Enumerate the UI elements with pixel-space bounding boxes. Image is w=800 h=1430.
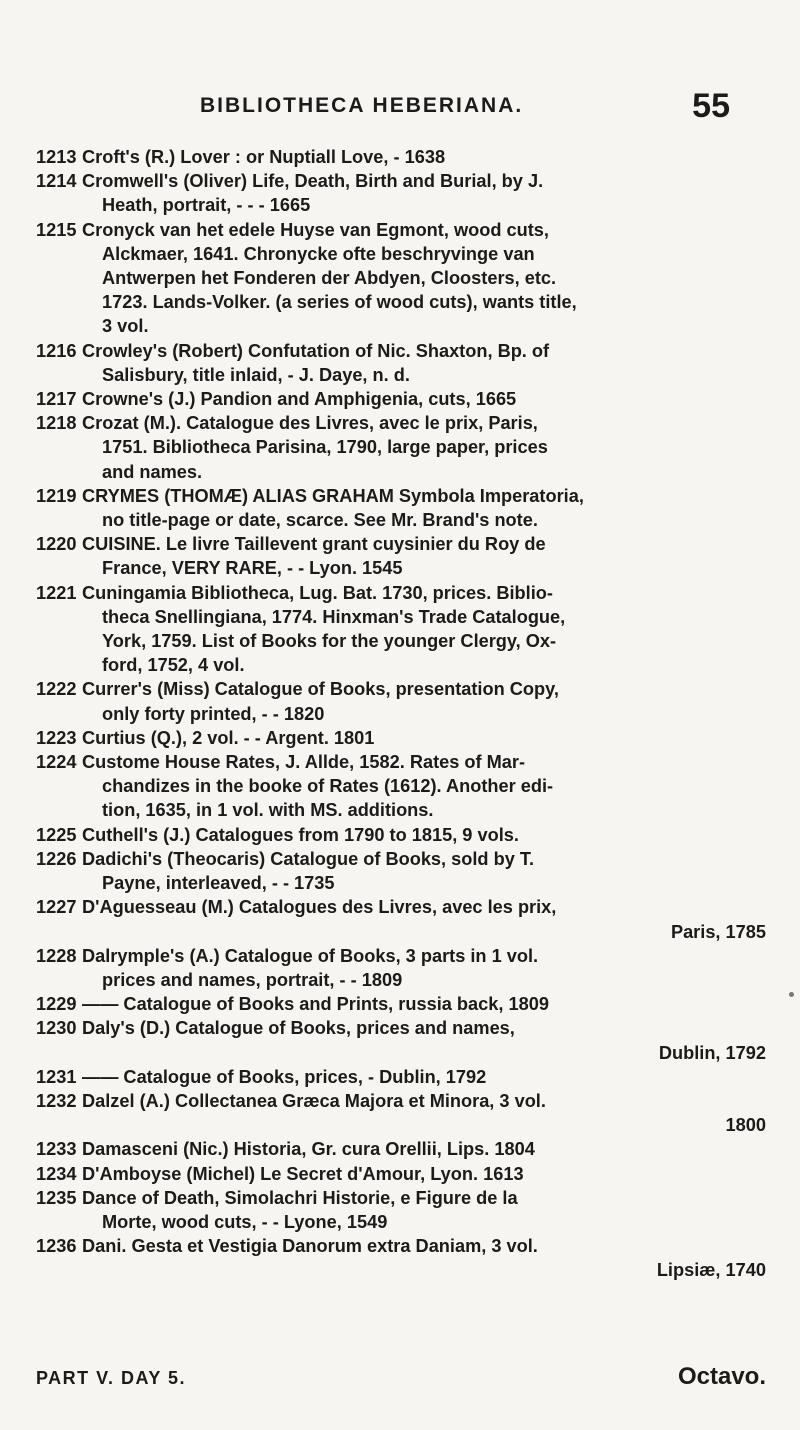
catalogue-entry bbox=[36, 847, 766, 895]
entry-text bbox=[82, 1016, 766, 1064]
catalogue-entry bbox=[36, 823, 766, 847]
entry-line: CRYMES (THOMÆ) ALIAS GRAHAM Symbola Imperatoria, bbox=[82, 485, 584, 506]
page-number: 55 bbox=[692, 86, 730, 125]
lot-number: 1232 bbox=[36, 1090, 77, 1111]
page-footer bbox=[36, 1363, 766, 1391]
catalogue-entry bbox=[36, 1234, 766, 1282]
running-title: BIBLIOTHECA HEBERIANA. bbox=[200, 94, 524, 117]
catalogue-entry bbox=[36, 484, 766, 532]
catalogue-entry bbox=[36, 581, 766, 678]
entry-text bbox=[82, 387, 766, 411]
entry-text bbox=[82, 992, 766, 1016]
entry-line: Cronyck van het edele Huyse van Egmont, wood cuts, bbox=[82, 219, 549, 240]
running-head bbox=[200, 84, 730, 128]
catalogue-entry bbox=[36, 1065, 766, 1089]
lot-number: 1219 bbox=[36, 485, 77, 506]
entry-line: Lipsiæ, 1740 bbox=[656, 1260, 766, 1281]
lot-number: 1223 bbox=[36, 727, 77, 748]
entry-line: Dance of Death, Simolachri Historie, e Figure de la bbox=[82, 1187, 518, 1208]
lot-number: 1233 bbox=[36, 1139, 77, 1160]
entry-line: D'Amboyse (Michel) Le Secret d'Amour, Lyon. 1613 bbox=[82, 1163, 524, 1184]
entry-line: D'Aguesseau (M.) Catalogues des Livres, avec les prix, bbox=[82, 897, 557, 918]
entry-text bbox=[82, 1162, 766, 1186]
entry-text bbox=[82, 677, 766, 725]
entry-text bbox=[82, 1234, 766, 1282]
entry-line: 1751. Bibliotheca Parisina, 1790, large paper, prices bbox=[102, 437, 548, 458]
entry-line: Paris, 1785 bbox=[670, 921, 766, 942]
catalogue-entry bbox=[36, 1137, 766, 1161]
catalogue-entry bbox=[36, 992, 766, 1016]
entry-text bbox=[82, 823, 766, 847]
entry-text bbox=[82, 1186, 766, 1234]
entry-line: Payne, interleaved, - - 1735 bbox=[102, 873, 335, 894]
entry-text bbox=[82, 581, 766, 678]
catalogue-entry bbox=[36, 677, 766, 725]
catalogue-entry bbox=[36, 339, 766, 387]
entry-text bbox=[82, 847, 766, 895]
catalogue-entry bbox=[36, 1089, 766, 1137]
entry-line: Alckmaer, 1641. Chronycke ofte beschryvinge van bbox=[102, 243, 535, 264]
entry-line: theca Snellingiana, 1774. Hinxman's Trade Catalogue, bbox=[102, 606, 566, 627]
entry-line: no title-page or date, scarce. See Mr. Brand's note. bbox=[102, 510, 538, 531]
catalogue-entry bbox=[36, 1162, 766, 1186]
entry-text bbox=[82, 169, 766, 217]
catalogue-entry bbox=[36, 1016, 766, 1064]
lot-number: 1214 bbox=[36, 171, 77, 192]
lot-number: 1235 bbox=[36, 1187, 77, 1208]
catalogue-entry bbox=[36, 750, 766, 823]
entry-line: Crowley's (Robert) Confutation of Nic. Shaxton, Bp. of bbox=[82, 340, 550, 361]
entry-line: York, 1759. List of Books for the younger Clergy, Ox- bbox=[102, 631, 557, 652]
entry-line: tion, 1635, in 1 vol. with MS. additions. bbox=[102, 800, 434, 821]
entry-line: 1723. Lands-Volker. (a series of wood cuts), wants title, bbox=[102, 292, 577, 313]
entry-line: Curtius (Q.), 2 vol. - - Argent. 1801 bbox=[82, 727, 375, 748]
catalogue-entry bbox=[36, 1186, 766, 1234]
lot-number: 1222 bbox=[36, 679, 77, 700]
entry-line: ford, 1752, 4 vol. bbox=[102, 655, 245, 676]
entry-line: Crowne's (J.) Pandion and Amphigenia, cuts, 1665 bbox=[82, 389, 517, 410]
entry-line: Cromwell's (Oliver) Life, Death, Birth and Burial, by J. bbox=[82, 171, 544, 192]
entry-text bbox=[82, 484, 766, 532]
entry-line: Damasceni (Nic.) Historia, Gr. cura Orellii, Lips. 1804 bbox=[82, 1139, 535, 1160]
lot-number: 1213 bbox=[36, 147, 77, 167]
entry-line: Croft's (R.) Lover : or Nuptiall Love, - 1638 bbox=[82, 147, 446, 167]
entry-line: Heath, portrait, - - - 1665 bbox=[102, 195, 311, 216]
catalogue-entry bbox=[36, 411, 766, 484]
lot-number: 1231 bbox=[36, 1066, 77, 1087]
catalogue-entry bbox=[36, 218, 766, 339]
entry-text bbox=[82, 339, 766, 387]
lot-number: 1228 bbox=[36, 945, 77, 966]
catalogue-entry bbox=[36, 145, 766, 169]
entry-text bbox=[82, 944, 766, 992]
entry-text bbox=[82, 1137, 766, 1161]
entry-text bbox=[82, 750, 766, 823]
entry-text bbox=[82, 411, 766, 484]
entry-line: CUISINE. Le livre Taillevent grant cuysinier du Roy de bbox=[82, 534, 546, 555]
entry-line: —— Catalogue of Books, prices, - Dublin, 1792 bbox=[82, 1066, 487, 1087]
entry-line: prices and names, portrait, - - 1809 bbox=[102, 969, 403, 990]
entry-line: Dublin, 1792 bbox=[658, 1042, 766, 1063]
catalogue-entries bbox=[36, 145, 766, 1283]
lot-number: 1226 bbox=[36, 848, 77, 869]
lot-number: 1230 bbox=[36, 1018, 77, 1039]
entry-text bbox=[82, 895, 766, 943]
entry-line: only forty printed, - - 1820 bbox=[102, 703, 325, 724]
entry-line: Salisbury, title inlaid, - J. Daye, n. d. bbox=[102, 364, 410, 385]
signature-mark: PART V. DAY 5. bbox=[36, 1368, 187, 1388]
entry-line: chandizes in the booke of Rates (1612). Another edi- bbox=[102, 776, 554, 797]
entry-line: 1800 bbox=[725, 1115, 766, 1136]
lot-number: 1216 bbox=[36, 340, 77, 361]
entry-line: Currer's (Miss) Catalogue of Books, presentation Copy, bbox=[82, 679, 559, 700]
lot-number: 1225 bbox=[36, 824, 77, 845]
entry-line: Cuningamia Bibliotheca, Lug. Bat. 1730, prices. Biblio- bbox=[82, 582, 553, 603]
lot-number: 1234 bbox=[36, 1163, 77, 1184]
catalogue-entry bbox=[36, 944, 766, 992]
catalogue-entry bbox=[36, 532, 766, 580]
entry-text bbox=[82, 145, 766, 169]
entry-line: Crozat (M.). Catalogue des Livres, avec le prix, Paris, bbox=[82, 413, 538, 434]
entry-line: Morte, wood cuts, - - Lyone, 1549 bbox=[102, 1211, 388, 1232]
lot-number: 1215 bbox=[36, 219, 77, 240]
catalogue-entry bbox=[36, 169, 766, 217]
catalogue-entry bbox=[36, 726, 766, 750]
entry-line: Dalrymple's (A.) Catalogue of Books, 3 parts in 1 vol. bbox=[82, 945, 539, 966]
entry-line: 3 vol. bbox=[102, 316, 149, 337]
entry-line: France, VERY RARE, - - Lyon. 1545 bbox=[102, 558, 403, 579]
entry-line: Daly's (D.) Catalogue of Books, prices and names, bbox=[82, 1018, 515, 1039]
lot-number: 1224 bbox=[36, 752, 77, 773]
ink-mark bbox=[789, 992, 794, 997]
entry-text bbox=[82, 726, 766, 750]
entry-text bbox=[82, 218, 766, 339]
entry-line: Antwerpen het Fonderen der Abdyen, Cloosters, etc. bbox=[102, 268, 557, 289]
lot-number: 1229 bbox=[36, 994, 77, 1015]
lot-number: 1227 bbox=[36, 897, 77, 918]
catchword: Octavo. bbox=[677, 1363, 766, 1390]
entry-text bbox=[82, 1065, 766, 1089]
lot-number: 1217 bbox=[36, 389, 77, 410]
catalogue-entry bbox=[36, 895, 766, 943]
catalogue-entry bbox=[36, 387, 766, 411]
entry-line: Custome House Rates, J. Allde, 1582. Rates of Mar- bbox=[82, 752, 526, 773]
entry-line: Dani. Gesta et Vestigia Danorum extra Daniam, 3 vol. bbox=[82, 1236, 538, 1257]
entry-line: Dadichi's (Theocaris) Catalogue of Books, sold by T. bbox=[82, 848, 535, 869]
entry-line: Dalzel (A.) Collectanea Græca Majora et Minora, 3 vol. bbox=[82, 1090, 546, 1111]
lot-number: 1220 bbox=[36, 534, 77, 555]
entry-line: and names. bbox=[102, 461, 203, 482]
lot-number: 1236 bbox=[36, 1236, 77, 1257]
lot-number: 1221 bbox=[36, 582, 77, 603]
lot-number: 1218 bbox=[36, 413, 77, 434]
entry-line: —— Catalogue of Books and Prints, russia back, 1809 bbox=[82, 994, 549, 1015]
entry-text bbox=[82, 1089, 766, 1137]
entry-line: Cuthell's (J.) Catalogues from 1790 to 1815, 9 vols. bbox=[82, 824, 519, 845]
entry-text bbox=[82, 532, 766, 580]
